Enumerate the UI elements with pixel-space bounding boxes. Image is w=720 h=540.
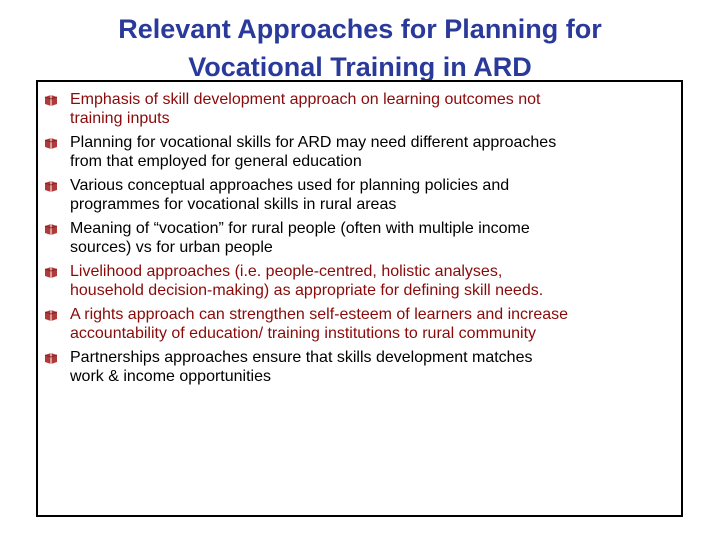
list-item-line-2: sources) vs for urban people: [70, 239, 273, 256]
list-item: [42, 176, 682, 214]
list-item-line-2: work & income opportunities: [70, 368, 271, 385]
slide-title-line-1: Relevant Approaches for Planning for: [118, 14, 602, 44]
list-item-line-2: household decision-making) as appropriate for defining skill needs.: [70, 282, 544, 299]
list-item-text: [70, 90, 682, 128]
list-item-text: [70, 348, 682, 386]
list-item: [42, 133, 682, 171]
slide-title-line-2: Vocational Training in ARD: [188, 52, 532, 82]
list-item-line-2: from that employed for general education: [70, 153, 362, 170]
book-bullet-icon: [44, 137, 58, 149]
list-item-line-1: Planning for vocational skills for ARD may need different approaches: [70, 134, 557, 151]
book-bullet-icon: [44, 309, 58, 321]
list-item-line-1: Various conceptual approaches used for planning policies and: [70, 177, 510, 194]
bullet-list: [42, 90, 682, 391]
list-item-line-2: accountability of education/ training institutions to rural community: [70, 325, 537, 342]
list-item-line-1: Livelihood approaches (i.e. people-centred, holistic analyses,: [70, 263, 503, 280]
book-bullet-icon: [44, 180, 58, 192]
list-item-text: [70, 262, 682, 300]
list-item: [42, 90, 682, 128]
list-item-line-1: Meaning of “vocation” for rural people (often with multiple income: [70, 220, 530, 237]
list-item-text: [70, 133, 682, 171]
list-item-line-1: A rights approach can strengthen self-esteem of learners and increase: [70, 306, 569, 323]
list-item-line-1: Emphasis of skill development approach on learning outcomes not: [70, 91, 541, 108]
list-item-line-2: programmes for vocational skills in rural areas: [70, 196, 397, 213]
list-item-text: [70, 176, 682, 214]
list-item-text: [70, 219, 682, 257]
list-item: [42, 305, 682, 343]
list-item: [42, 348, 682, 386]
list-item: [42, 262, 682, 300]
book-bullet-icon: [44, 223, 58, 235]
slide-title: [0, 10, 720, 86]
list-item-line-1: Partnerships approaches ensure that skills development matches: [70, 349, 533, 366]
list-item-text: [70, 305, 682, 343]
book-bullet-icon: [44, 94, 58, 106]
list-item: [42, 219, 682, 257]
book-bullet-icon: [44, 352, 58, 364]
book-bullet-icon: [44, 266, 58, 278]
list-item-line-2: training inputs: [70, 110, 170, 127]
